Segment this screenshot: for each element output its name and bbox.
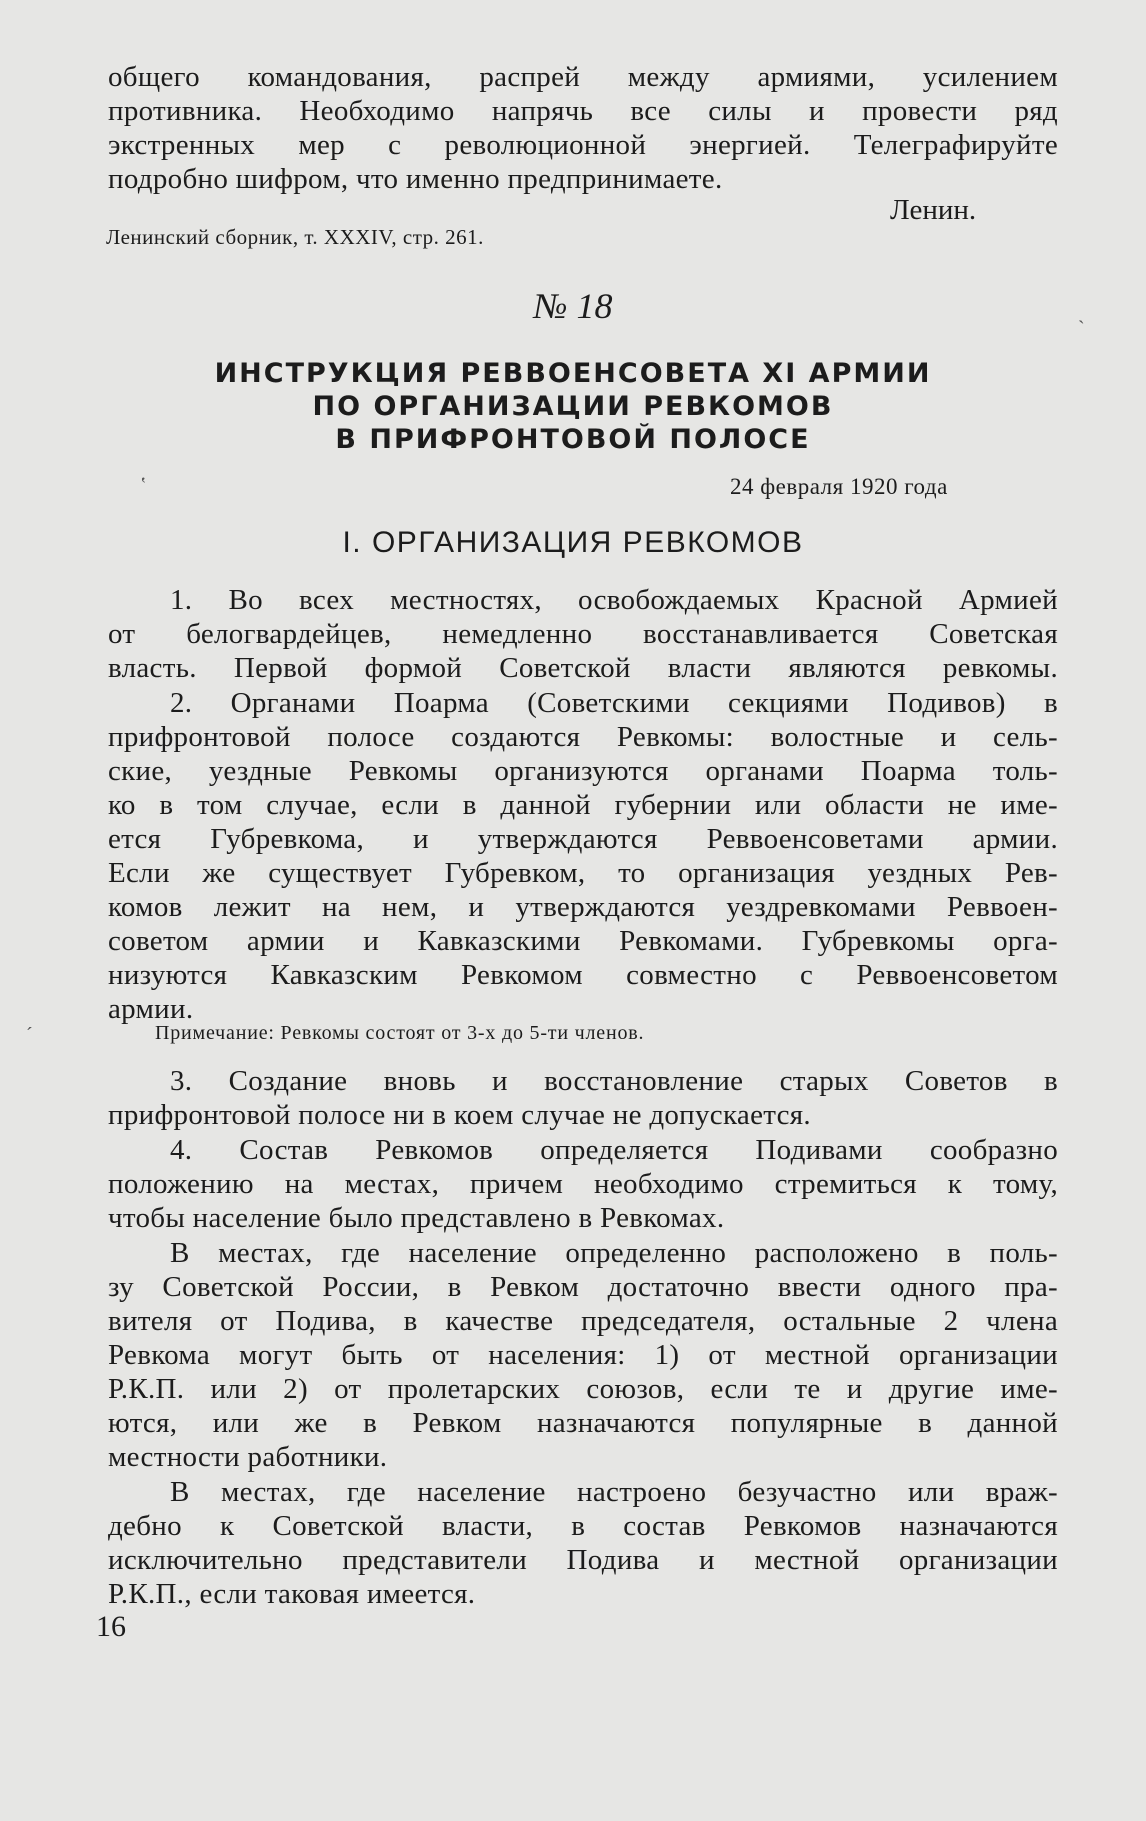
document-number: № 18 <box>533 286 613 326</box>
text-line: вителя от Подива, в качестве председателя, остальные 2 члена <box>108 1305 1058 1337</box>
text-line: Если же существует Губревком, то организация уездных Рев- <box>108 857 1058 889</box>
text-line: местности работники. <box>108 1441 388 1473</box>
text-line: дебно к Советской власти, в состав Ревкомов назначаются <box>108 1510 1058 1542</box>
print-speck: ʽ <box>140 474 147 496</box>
text-line: ются, или же в Ревком назначаются популярные в данной <box>108 1407 1058 1439</box>
note: Примечание: Ревкомы состоят от 3-х до 5-ти членов. <box>155 1022 645 1044</box>
text-line: комов лежит на нем, и утверждаются уездревкомами Реввоен- <box>108 891 1058 923</box>
print-speck: ˊ <box>26 1024 33 1046</box>
text-line: 4. Состав Ревкомов определяется Подивами сообразно <box>170 1134 1058 1166</box>
text-line: зу Советской России, в Ревком достаточно ввести одного пра- <box>108 1271 1058 1303</box>
text-line: исключительно представители Подива и местной организации <box>108 1544 1058 1576</box>
text-line: Р.К.П. или 2) от пролетарских союзов, если те и другие име- <box>108 1373 1058 1405</box>
text-line: власть. Первой формой Советской власти являются ревкомы. <box>108 652 1058 684</box>
text-line: подробно шифром, что именно предпринимаете. <box>108 163 723 195</box>
document-title-line: ИНСТРУКЦИЯ РЕВВОЕНСОВЕТА XI АРМИИ <box>214 358 932 389</box>
text-line: экстренных мер с революционной энергией. Телеграфируйте <box>108 129 1058 161</box>
text-line: ские, уездные Ревкомы организуются органами Поарма толь- <box>108 755 1058 787</box>
text-line: В местах, где население определенно расположено в поль- <box>170 1237 1058 1269</box>
text-line: 2. Органами Поарма (Советскими секциями Подивов) в <box>170 687 1058 719</box>
document-date: 24 февраля 1920 года <box>730 474 948 499</box>
document-title-line: В ПРИФРОНТОВОЙ ПОЛОСЕ <box>335 424 811 455</box>
text-line: ко в том случае, если в данной губернии или области не име- <box>108 789 1058 821</box>
text-line: 1. Во всех местностях, освобождаемых Красной Армией <box>170 584 1058 616</box>
text-line: положению на местах, причем необходимо стремиться к тому, <box>108 1168 1058 1200</box>
text-line: Ревкома могут быть от населения: 1) от местной организации <box>108 1339 1058 1371</box>
text-line: ется Губревкома, и утверждаются Реввоенсоветами армии. <box>108 823 1058 855</box>
text-line: низуются Кавказским Ревкомом совместно с Реввоенсоветом <box>108 959 1058 991</box>
section-heading: I. ОРГАНИЗАЦИЯ РЕВКОМОВ <box>342 526 804 559</box>
page-number: 16 <box>96 1610 126 1643</box>
text-line: прифронтовой полосе ни в коем случае не допускается. <box>108 1099 811 1131</box>
signature: Ленин. <box>890 194 977 226</box>
text-line: чтобы население было представлено в Ревкомах. <box>108 1202 725 1234</box>
text-line: В местах, где население настроено безучастно или враж- <box>170 1476 1058 1508</box>
source-citation: Ленинский сборник, т. XXXIV, стр. 261. <box>106 225 484 249</box>
text-line: прифронтовой полосе создаются Ревкомы: волостные и сель- <box>108 721 1058 753</box>
text-line: от белогвардейцев, немедленно восстанавливается Советская <box>108 618 1058 650</box>
text-line: Р.К.П., если таковая имеется. <box>108 1578 476 1610</box>
print-speck: ˏ <box>1078 302 1085 324</box>
text-line: советом армии и Кавказскими Ревкомами. Губревкомы орга- <box>108 925 1058 957</box>
text-line: общего командования, распрей между армиями, усилением <box>108 61 1058 93</box>
text-line: армии. <box>108 993 194 1025</box>
document-title-line: ПО ОРГАНИЗАЦИИ РЕВКОМОВ <box>312 391 834 422</box>
text-line: противника. Необходимо напрячь все силы и провести ряд <box>108 95 1058 127</box>
text-line: 3. Создание вновь и восстановление старых Советов в <box>170 1065 1058 1097</box>
